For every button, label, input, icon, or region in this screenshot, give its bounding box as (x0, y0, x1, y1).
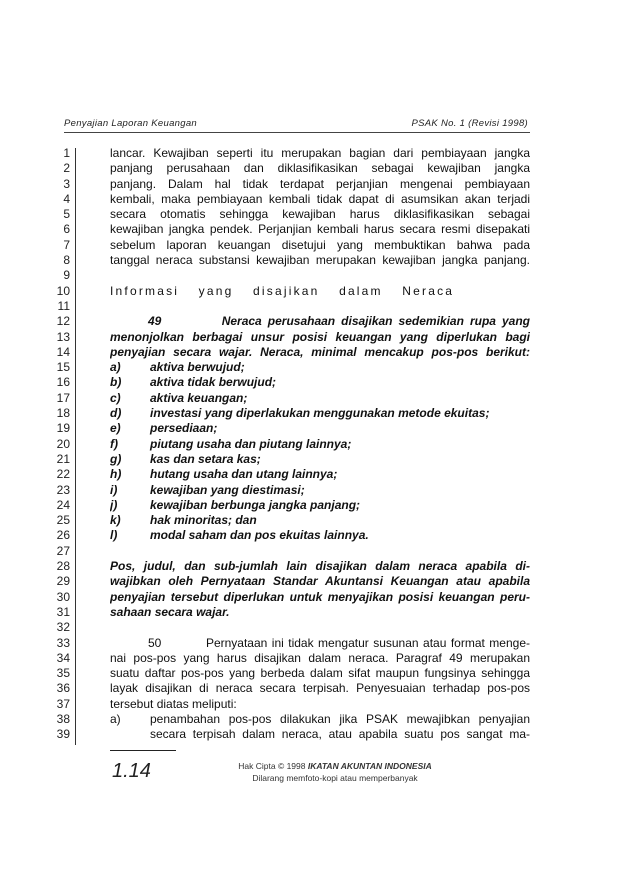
text-line: nai pos-pos yang harus disajikan dalam neraca. Paragraf 49 merupakan (110, 650, 530, 665)
text-line: tersebut diatas meliputi: (110, 696, 237, 711)
line-number: 23 (56, 482, 70, 497)
list-item-text: persediaan; (150, 421, 218, 436)
line-number: 24 (56, 497, 70, 512)
text-line: penyajian tersebut diperlukan untuk menyajikan posisi keuangan peru- (110, 589, 530, 604)
text-line: panjang. Dalam hal tidak terdapat perjanjian mengenai pembiayaan (110, 176, 530, 191)
list-item-text: piutang usaha dan piutang lainnya; (150, 436, 352, 451)
line-number: 22 (56, 467, 70, 482)
text-line: sebelum laporan keuangan disetujui yang membuktikan bahwa pada (110, 237, 530, 252)
list-item-label: i) (110, 482, 118, 497)
line-number: 6 (63, 222, 70, 237)
line-number: 13 (56, 329, 70, 344)
text-line: penyajian secara wajar. Neraca, minimal mencakup pos-pos berikut: (110, 344, 530, 359)
list-item (110, 528, 530, 543)
line-number-divider (75, 148, 76, 745)
line-number: 8 (63, 253, 70, 268)
list-item-label: e) (110, 421, 121, 436)
line-number: 39 (56, 727, 70, 742)
list-item-text: investasi yang diperlakukan menggunakan metode ekuitas; (150, 406, 490, 421)
line-number: 20 (56, 436, 70, 451)
list-item-label: a) (110, 711, 121, 726)
text-line: wajibkan oleh Pernyataan Standar Akuntansi Keuangan atau apabila (110, 574, 530, 589)
list-item-text: penambahan pos-pos dilakukan jika PSAK mewajibkan penyajian (150, 711, 530, 726)
list-item-text: hak minoritas; dan (150, 513, 257, 528)
line-number: 33 (56, 635, 70, 650)
line-number: 19 (56, 421, 70, 436)
list-item (110, 498, 530, 513)
section-heading: Informasi yang disajikan dalam Neraca (110, 283, 455, 298)
list-item (110, 375, 530, 390)
line-number: 30 (56, 589, 70, 604)
list-item-text: modal saham dan pos ekuitas lainnya. (150, 528, 369, 543)
running-header-standard: PSAK No. 1 (Revisi 1998) (411, 118, 528, 129)
line-number: 15 (56, 360, 70, 375)
text-line: menonjolkan berbagai unsur posisi keuangan yang diperlukan bagi (110, 329, 530, 344)
document-body (110, 146, 530, 743)
text-line: panjang perusahaan dan diklasifikasikan sebagai kewajiban jangka (110, 161, 530, 176)
copyright-org: IKATAN AKUNTAN INDONESIA (307, 761, 432, 771)
list-item-label: l) (110, 528, 118, 543)
line-number: 21 (56, 451, 70, 466)
line-number: 4 (63, 191, 70, 206)
list-item-text: kewajiban berbunga jangka panjang; (150, 497, 361, 512)
list-item-text: kewajiban yang diestimasi; (150, 482, 305, 497)
text-line: 49 Neraca perusahaan disajikan sedemikian rupa yang (148, 314, 530, 329)
list-item (110, 437, 530, 452)
text-line: suatu daftar pos-pos yang berbeda dalam sifat maupun fungsinya sehingga (110, 666, 530, 681)
page-number: 1.14 (112, 760, 151, 782)
line-number: 18 (56, 406, 70, 421)
blank-line (110, 268, 530, 283)
line-number: 17 (56, 390, 70, 405)
footer-rule (110, 750, 176, 751)
line-number: 27 (56, 543, 70, 558)
line-number-column (30, 146, 70, 743)
line-number: 1 (63, 146, 70, 160)
line-number: 29 (56, 574, 70, 589)
text-line: Pos, judul, dan sub-jumlah lain disajikan dalam neraca apabila di- (110, 559, 530, 574)
line-number: 37 (56, 696, 70, 711)
list-item-label: b) (110, 375, 122, 390)
line-number: 10 (56, 283, 70, 298)
list-item-label: a) (110, 360, 121, 375)
text-line: sahaan secara wajar. (110, 604, 230, 619)
text-line: kembali, maka pembiayaan kembali tidak dapat di asumsikan akan terjadi (110, 191, 530, 206)
line-number: 34 (56, 650, 70, 665)
list-item-label: f) (110, 436, 118, 451)
list-item-label: h) (110, 467, 122, 482)
copy-restriction: Dilarang memfoto-kopi atau memperbanyak (252, 773, 418, 783)
line-number: 11 (57, 298, 70, 313)
blank-line (110, 620, 530, 635)
line-number: 9 (63, 268, 70, 283)
text-line: tanggal neraca substansi kewajiban merupakan kewajiban jangka panjang. (110, 253, 530, 268)
list-item-text: aktiva berwujud; (150, 360, 245, 375)
blank-line (110, 544, 530, 559)
line-number: 38 (56, 711, 70, 726)
running-header-title: Penyajian Laporan Keuangan (64, 118, 197, 129)
copyright-notice (210, 760, 460, 784)
line-number: 5 (63, 207, 70, 222)
line-number: 16 (56, 375, 70, 390)
text-line: secara otomatis sehingga kewajiban harus diklasifikasikan sebagai (110, 207, 530, 222)
text-line: layak disajikan di neraca secara terpisah. Penyesuaian terhadap pos-pos (110, 681, 530, 696)
line-number: 35 (56, 666, 70, 681)
line-number: 28 (56, 559, 70, 574)
line-number: 26 (56, 528, 70, 543)
line-number: 14 (56, 344, 70, 359)
text-line: kewajiban jangka pendek. Perjanjian kembali harus secara resmi disepakati (110, 222, 530, 237)
text-line: lancar. Kewajiban seperti itu merupakan bagian dari pembiayaan jangka (110, 146, 530, 160)
line-number: 31 (56, 604, 70, 619)
list-item (110, 467, 530, 482)
header-rule (64, 132, 530, 133)
line-number: 7 (63, 237, 70, 252)
copyright-prefix: Hak Cipta © 1998 (238, 761, 306, 771)
list-item (110, 360, 530, 375)
line-number: 2 (63, 161, 70, 176)
list-item-text: aktiva keuangan; (150, 390, 248, 405)
list-item (110, 712, 530, 727)
list-item-label: k) (110, 513, 121, 528)
list-item-label: d) (110, 406, 122, 421)
line-number: 3 (63, 176, 70, 191)
text-line: secara terpisah dalam neraca, atau apabila suatu pos sangat ma- (150, 727, 530, 742)
list-item (110, 513, 530, 528)
line-number: 12 (56, 314, 70, 329)
text-line: 50 Pernyataan ini tidak mengatur susunan atau format menge- (148, 635, 530, 650)
list-item (110, 483, 530, 498)
line-number: 32 (56, 620, 70, 635)
list-item-label: c) (110, 390, 121, 405)
list-item (110, 406, 530, 421)
list-item-label: j) (110, 497, 118, 512)
line-number: 36 (56, 681, 70, 696)
line-number: 25 (56, 513, 70, 528)
list-item-label: g) (110, 451, 122, 466)
list-item-text: hutang usaha dan utang lainnya; (150, 467, 338, 482)
list-item (110, 391, 530, 406)
list-item-text: aktiva tidak berwujud; (150, 375, 277, 390)
list-item-text: kas dan setara kas; (150, 451, 261, 466)
blank-line (110, 299, 530, 314)
list-item (110, 452, 530, 467)
list-item (110, 421, 530, 436)
